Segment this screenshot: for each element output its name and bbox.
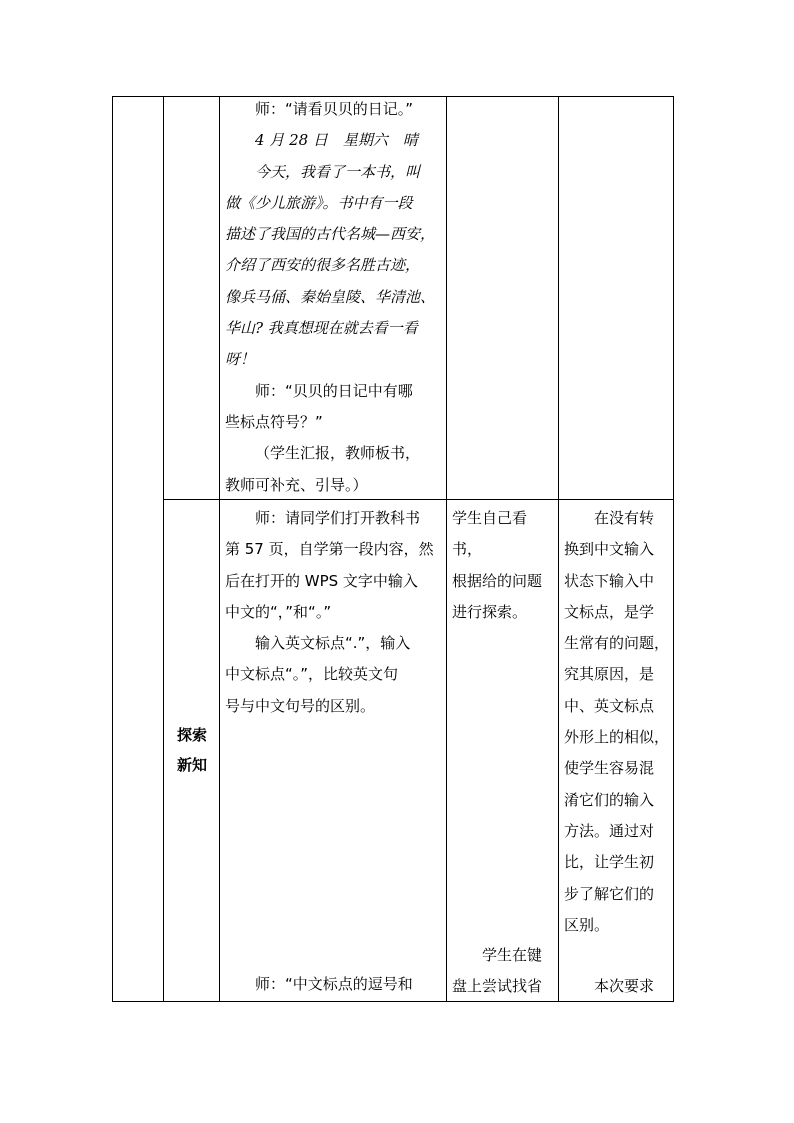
design-intent-line: 外形上的相似， — [564, 728, 670, 747]
diary-line: 华山? 我真想现在就去看一看 — [225, 319, 418, 338]
teacher-activity-line: 输入英文标点“.”，输入 — [255, 634, 411, 653]
diary-line: 像兵马俑、秦始皇陵、华清池、 — [225, 287, 436, 306]
design-intent-line: 究其原因，是 — [564, 665, 655, 684]
design-intent-cell — [564, 503, 672, 941]
design-intent-cell-2 — [564, 971, 672, 1002]
column-divider-2 — [219, 97, 220, 1001]
design-intent-line: 中、英文标点 — [564, 696, 655, 715]
teacher-activity-line: 后在打开的 WPS 文字中输入 — [225, 571, 418, 590]
student-activity-line: 进行探索。 — [452, 602, 528, 621]
design-intent-line: 比，让学生初 — [564, 853, 655, 872]
upper-teacher-cell — [225, 94, 443, 501]
design-intent-line: 方法。通过对 — [564, 821, 655, 840]
design-intent-line: 状态下输入中 — [564, 571, 655, 590]
lower-teacher-cell-2 — [225, 969, 443, 1000]
diary-line: 呀！ — [225, 350, 256, 369]
teacher-activity-line: 中文的“，”和“。” — [225, 602, 332, 621]
stage-label-line: 新知 — [177, 756, 208, 774]
design-intent-line: 区别。 — [564, 915, 610, 934]
design-intent-line: 生常有的问题， — [564, 634, 670, 653]
column-divider-3 — [446, 97, 447, 1001]
stage-label-line: 探索 — [177, 726, 208, 744]
diary-line: 介绍了西安的很多名胜古迹， — [225, 256, 421, 275]
student-report: （学生汇报，教师板书， — [255, 444, 421, 463]
design-intent-line: 使学生容易混 — [564, 759, 655, 778]
column-divider-4 — [558, 97, 559, 1001]
student-activity-cell — [452, 503, 556, 628]
teacher-activity-line: 中文标点“。”，比较英文句 — [225, 665, 399, 684]
teacher-intro: 师：“请看贝贝的日记。” — [255, 100, 414, 118]
design-intent-line: 在没有转 — [594, 509, 655, 527]
student-activity-2-line: 盘上尝试找省 — [452, 977, 543, 996]
design-intent-2: 本次要求 — [594, 977, 655, 995]
student-activity-line: 学生自己看书， — [452, 509, 528, 559]
design-intent-line: 换到中文输入 — [564, 540, 655, 559]
lesson-plan-table — [112, 96, 674, 1002]
teacher-activity-line: 第 57 页，自学第一段内容，然 — [225, 540, 434, 559]
design-intent-line: 文标点，是学 — [564, 602, 655, 621]
teacher-activity-line: 师：请同学们打开教科书 — [255, 509, 421, 527]
design-intent-line: 淆它们的输入 — [564, 790, 655, 809]
teacher-question: 些标点符号？” — [225, 412, 323, 431]
teacher-activity-line: 号与中文句号的区别。 — [225, 696, 376, 715]
teacher-activity-2: 师：“中文标点的逗号和 — [255, 975, 413, 993]
stage-label — [177, 720, 217, 780]
diary-line: 今天，我看了一本书，叫 — [255, 162, 421, 181]
student-activity-cell-2 — [452, 940, 556, 1003]
lower-teacher-cell — [225, 503, 443, 722]
teacher-question: 师：“贝贝的日记中有哪 — [255, 381, 413, 400]
diary-line: 描述了我国的古代名城—西安， — [225, 225, 436, 244]
diary-date: 4 月 28 日 星期六 晴 — [255, 131, 418, 150]
student-report: 教师可补充、引导。） — [225, 475, 368, 494]
diary-line: 做《少儿旅游》。书中有一段 — [225, 193, 413, 212]
column-divider-1 — [163, 97, 164, 1001]
student-activity-2-line: 学生在键 — [482, 946, 543, 964]
student-activity-line: 根据给的问题 — [452, 571, 543, 590]
diary-excerpt — [225, 125, 443, 375]
design-intent-line: 步了解它们的 — [564, 884, 655, 903]
